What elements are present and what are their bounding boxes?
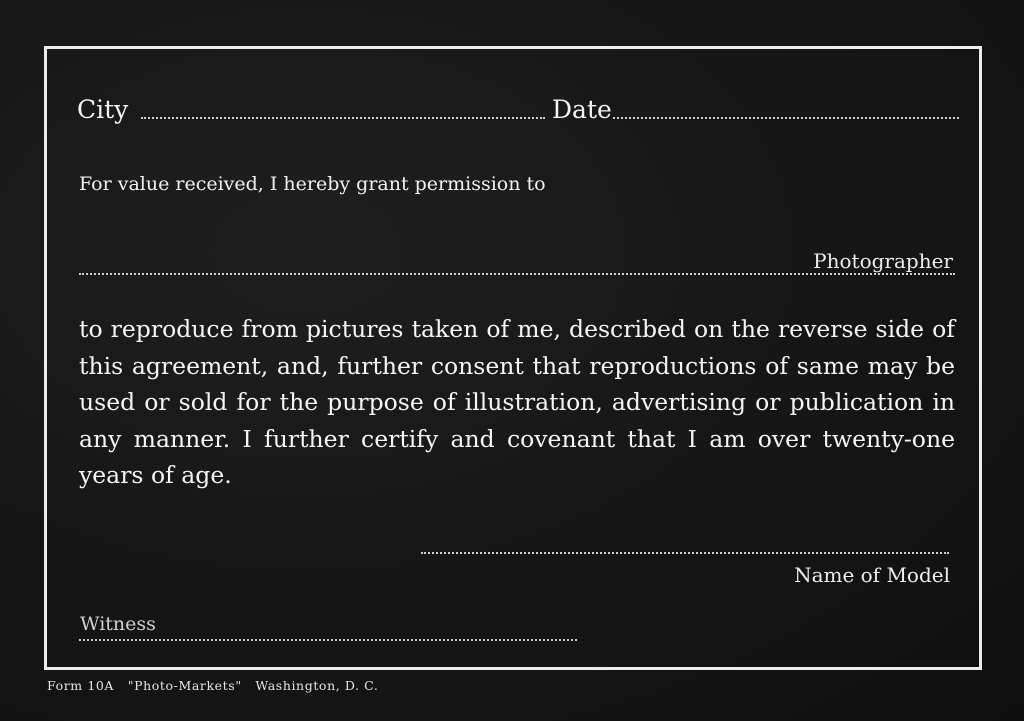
witness-signature-field[interactable]	[79, 639, 577, 641]
date-label: Date	[552, 95, 612, 124]
model-name-label: Name of Model	[794, 563, 950, 587]
city-label: City	[77, 95, 129, 124]
witness-label: Witness	[80, 613, 156, 635]
date-field[interactable]	[613, 117, 959, 119]
photographer-field[interactable]	[79, 273, 955, 275]
city-field[interactable]	[141, 117, 545, 119]
release-terms-paragraph: to reproduce from pictures taken of me, described on the reverse side of this agreement, and, further consent that reproductions of same may be used or sold for the purpose of illustration, advertising or publication in any manner. I further certify and covenant that I am over twenty-one years of age.	[79, 315, 955, 489]
grant-permission-text: For value received, I hereby grant permission to	[79, 173, 546, 195]
model-release-form	[44, 46, 982, 670]
model-signature-field[interactable]	[421, 552, 949, 554]
form-imprint: Form 10A "Photo-Markets" Washington, D. C.	[47, 678, 379, 693]
photographer-label: Photographer	[813, 249, 953, 273]
